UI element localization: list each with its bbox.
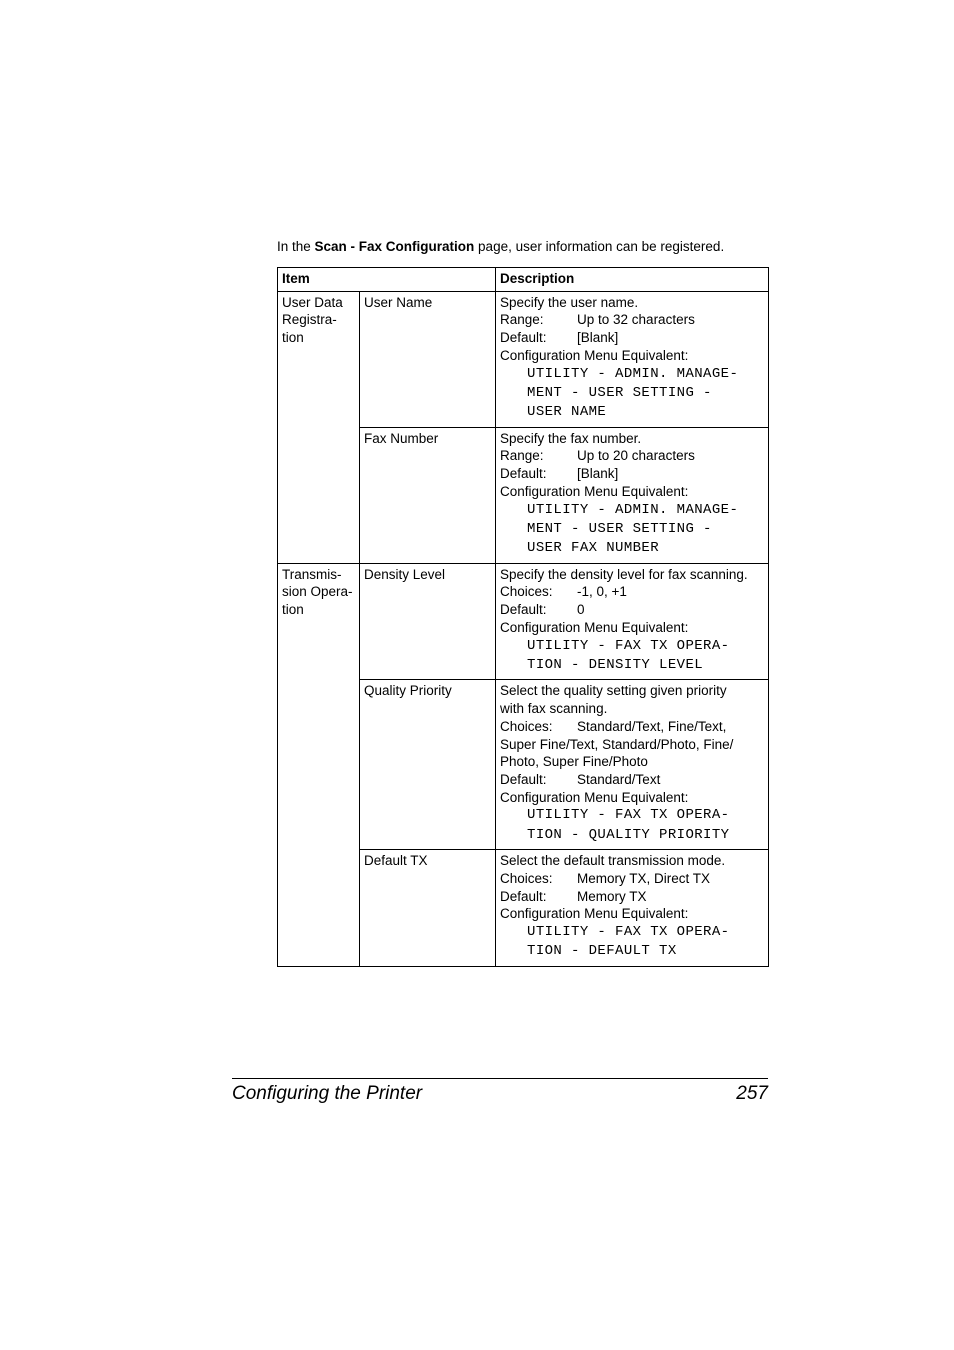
- menu-path: USER NAME: [527, 404, 607, 421]
- settings-table: [277, 267, 769, 967]
- intro-prefix: In the: [277, 239, 315, 254]
- menu-path: TION - DEFAULT TX: [527, 943, 677, 960]
- menu-path: UTILITY - FAX TX OPERA-: [527, 637, 730, 654]
- table-row: [278, 563, 769, 680]
- description-default-tx: Select the default transmission mode. Choices: Memory TX, Direct TX Default: Memory TX Configuration Menu Equivalent: UTILITY - FAX TX OPERA- TION - DEFAULT TX: [496, 850, 769, 967]
- intro-page-name: Scan - Fax Configuration: [314, 239, 475, 254]
- group-label-user-data-registration: User Data Registra- tion: [278, 291, 360, 563]
- table-row: [278, 291, 769, 427]
- menu-path: UTILITY - FAX TX OPERA-: [527, 807, 730, 824]
- footer-chapter-title: Configuring the Printer: [232, 1083, 423, 1104]
- menu-path: TION - DENSITY LEVEL: [527, 656, 704, 673]
- header-description: Description: [496, 268, 769, 292]
- item-name-default-tx: Default TX: [360, 850, 496, 967]
- intro-paragraph: [277, 238, 797, 256]
- table-header-row: [278, 268, 769, 292]
- menu-path: UTILITY - ADMIN. MANAGE-: [527, 501, 739, 518]
- item-name-user-name: User Name: [360, 291, 496, 427]
- menu-path: TION - QUALITY PRIORITY: [527, 826, 730, 843]
- menu-path: MENT - USER SETTING -: [527, 384, 712, 401]
- item-name-fax-number: Fax Number: [360, 427, 496, 563]
- footer-divider: [232, 1078, 768, 1079]
- menu-path: UTILITY - ADMIN. MANAGE-: [527, 365, 739, 382]
- description-user-name: Specify the user name. Range: Up to 32 characters Default: [Blank] Configuration Menu Equivalent: UTILITY - ADMIN. MANAGE- MENT - USER SETTING - USER NAME: [496, 291, 769, 427]
- menu-path: UTILITY - FAX TX OPERA-: [527, 923, 730, 940]
- description-quality-priority: Select the quality setting given priority with fax scanning. Choices: Standard/Text, Fine/Text, Super Fine/Text, Standard/Photo, Fine/ Photo, Super Fine/Photo Default: Standard/Text Configuration Menu Equivalent: UTILITY - FAX TX OPERA- TION - QUALITY PRIORITY: [496, 680, 769, 850]
- footer-page-number: 257: [736, 1083, 768, 1104]
- header-item: Item: [278, 268, 496, 292]
- item-name-density-level: Density Level: [360, 563, 496, 680]
- group-label-transmission-operation: Transmis- sion Opera- tion: [278, 563, 360, 966]
- description-density-level: Specify the density level for fax scanning. Choices: -1, 0, +1 Default: 0 Configuration Menu Equivalent: UTILITY - FAX TX OPERA- TION - DENSITY LEVEL: [496, 563, 769, 680]
- intro-suffix: page, user information can be registered.: [474, 239, 725, 254]
- menu-path: USER FAX NUMBER: [527, 540, 660, 557]
- item-name-quality-priority: Quality Priority: [360, 680, 496, 850]
- menu-path: MENT - USER SETTING -: [527, 520, 712, 537]
- description-fax-number: Specify the fax number. Range: Up to 20 characters Default: [Blank] Configuration Menu Equivalent: UTILITY - ADMIN. MANAGE- MENT - USER SETTING - USER FAX NUMBER: [496, 427, 769, 563]
